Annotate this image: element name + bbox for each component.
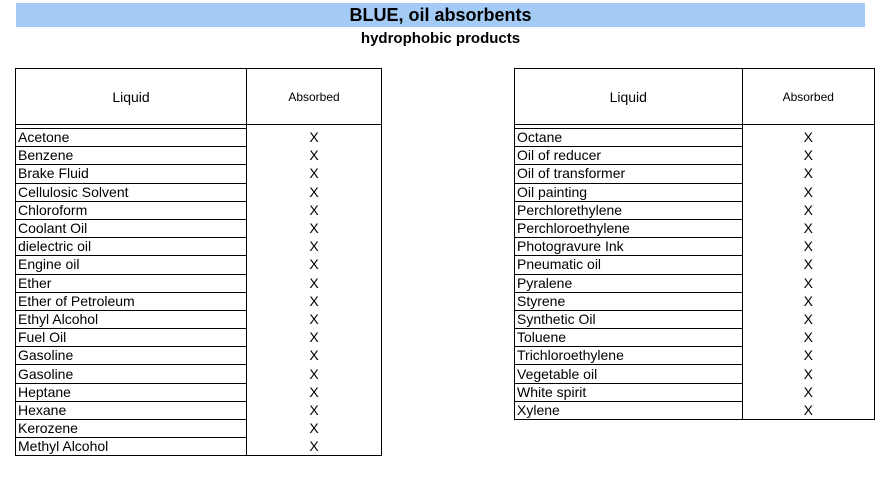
subtitle: hydrophobic products: [360, 30, 521, 47]
liquid-name-cell: White spirit: [515, 383, 743, 401]
absorbed-mark-cell: X: [742, 219, 875, 237]
liquid-name-cell: Chloroform: [16, 201, 247, 219]
table-row: [16, 329, 382, 347]
liquid-column-header: Liquid: [515, 69, 743, 125]
table-row: [515, 219, 875, 237]
liquid-name-cell: Vegetable oil: [515, 365, 743, 383]
table-row: [515, 201, 875, 219]
liquid-name-cell: Styrene: [515, 292, 743, 310]
table-header-row: [515, 69, 875, 125]
table-row: [515, 274, 875, 292]
table-row: [515, 401, 875, 419]
liquid-name-cell: Trichloroethylene: [515, 347, 743, 365]
absorbed-mark-cell: X: [742, 129, 875, 147]
absorbed-mark-cell: X: [742, 147, 875, 165]
table-header-row: [16, 69, 382, 125]
absorbed-mark-cell: X: [247, 183, 382, 201]
title-bold: BLUE,: [349, 5, 404, 25]
absorbed-mark-cell: X: [247, 165, 382, 183]
table-row: [515, 365, 875, 383]
table-row: [16, 165, 382, 183]
table-row: [16, 238, 382, 256]
absorbed-mark-cell: X: [742, 310, 875, 328]
liquid-name-cell: Benzene: [16, 147, 247, 165]
absorbed-mark-cell: X: [742, 165, 875, 183]
absorbed-mark-cell: X: [247, 310, 382, 328]
absorbed-mark-cell: X: [742, 238, 875, 256]
absorbed-mark-cell: X: [247, 238, 382, 256]
liquid-name-cell: Fuel Oil: [16, 329, 247, 347]
table-row: [515, 147, 875, 165]
table-row: [16, 420, 382, 438]
liquid-name-cell: Gasoline: [16, 365, 247, 383]
table-row: [515, 238, 875, 256]
table-row: [16, 183, 382, 201]
table-row: [16, 256, 382, 274]
absorbed-mark-cell: X: [247, 329, 382, 347]
liquid-name-cell: Coolant Oil: [16, 219, 247, 237]
absorbed-mark-cell: X: [742, 183, 875, 201]
liquid-name-cell: Ether: [16, 274, 247, 292]
liquid-name-cell: Ether of Petroleum: [16, 292, 247, 310]
absorbed-mark-cell: X: [247, 274, 382, 292]
liquid-name-cell: Oil of reducer: [515, 147, 743, 165]
absorbed-mark-cell: X: [742, 401, 875, 419]
liquid-name-cell: Perchloroethylene: [515, 219, 743, 237]
liquid-name-cell: Ethyl Alcohol: [16, 310, 247, 328]
liquid-column-header: Liquid: [16, 69, 247, 125]
table-row: [515, 183, 875, 201]
absorbed-mark-cell: X: [247, 365, 382, 383]
table-row: [16, 292, 382, 310]
table-row: [515, 165, 875, 183]
left-table-body: [16, 125, 382, 456]
liquid-name-cell: Pyralene: [515, 274, 743, 292]
table-row: [16, 147, 382, 165]
liquid-name-cell: Cellulosic Solvent: [16, 183, 247, 201]
absorbed-column-header: Absorbed: [247, 69, 382, 125]
table-row: [16, 310, 382, 328]
title-rest: oil absorbents: [403, 5, 532, 25]
absorbed-mark-cell: X: [742, 201, 875, 219]
absorbed-mark-cell: X: [247, 401, 382, 419]
liquid-name-cell: Oil painting: [515, 183, 743, 201]
liquid-name-cell: dielectric oil: [16, 238, 247, 256]
liquid-name-cell: Xylene: [515, 401, 743, 419]
table-row: [16, 219, 382, 237]
table-row: [16, 274, 382, 292]
absorbed-column-header: Absorbed: [742, 69, 875, 125]
left-absorbency-table: [15, 68, 382, 456]
liquid-name-cell: Synthetic Oil: [515, 310, 743, 328]
table-row: [16, 401, 382, 419]
absorbed-mark-cell: X: [742, 365, 875, 383]
table-row: [16, 365, 382, 383]
absorbed-mark-cell: X: [247, 147, 382, 165]
right-table-body: [515, 125, 875, 420]
table-row: [16, 383, 382, 401]
table-row: [16, 347, 382, 365]
table-row: [16, 129, 382, 147]
liquid-name-cell: Kerozene: [16, 420, 247, 438]
liquid-name-cell: Hexane: [16, 401, 247, 419]
liquid-name-cell: Perchlorethylene: [515, 201, 743, 219]
liquid-name-cell: Gasoline: [16, 347, 247, 365]
liquid-name-cell: Acetone: [16, 129, 247, 147]
table-row: [515, 129, 875, 147]
absorbed-mark-cell: X: [742, 292, 875, 310]
liquid-name-cell: Engine oil: [16, 256, 247, 274]
liquid-name-cell: Octane: [515, 129, 743, 147]
absorbed-mark-cell: X: [247, 201, 382, 219]
liquid-name-cell: Photogravure Ink: [515, 238, 743, 256]
absorbed-mark-cell: X: [742, 383, 875, 401]
title-banner: [16, 3, 865, 27]
absorbed-mark-cell: X: [742, 347, 875, 365]
table-row: [16, 201, 382, 219]
right-absorbency-table: [514, 68, 875, 420]
absorbed-mark-cell: X: [247, 383, 382, 401]
absorbed-mark-cell: X: [247, 347, 382, 365]
table-row: [515, 347, 875, 365]
absorbed-mark-cell: X: [742, 329, 875, 347]
liquid-name-cell: Heptane: [16, 383, 247, 401]
liquid-name-cell: Methyl Alcohol: [16, 438, 247, 456]
absorbed-mark-cell: X: [247, 129, 382, 147]
absorbed-mark-cell: X: [247, 438, 382, 456]
liquid-name-cell: Brake Fluid: [16, 165, 247, 183]
absorbed-mark-cell: X: [247, 420, 382, 438]
table-row: [515, 310, 875, 328]
absorbed-mark-cell: X: [247, 256, 382, 274]
table-row: [515, 292, 875, 310]
table-row: [515, 256, 875, 274]
liquid-name-cell: Oil of transformer: [515, 165, 743, 183]
table-row: [16, 438, 382, 456]
table-row: [515, 383, 875, 401]
liquid-name-cell: Toluene: [515, 329, 743, 347]
liquid-name-cell: Pneumatic oil: [515, 256, 743, 274]
absorbed-mark-cell: X: [742, 256, 875, 274]
absorbed-mark-cell: X: [247, 219, 382, 237]
absorbed-mark-cell: X: [742, 274, 875, 292]
table-row: [515, 329, 875, 347]
absorbed-mark-cell: X: [247, 292, 382, 310]
